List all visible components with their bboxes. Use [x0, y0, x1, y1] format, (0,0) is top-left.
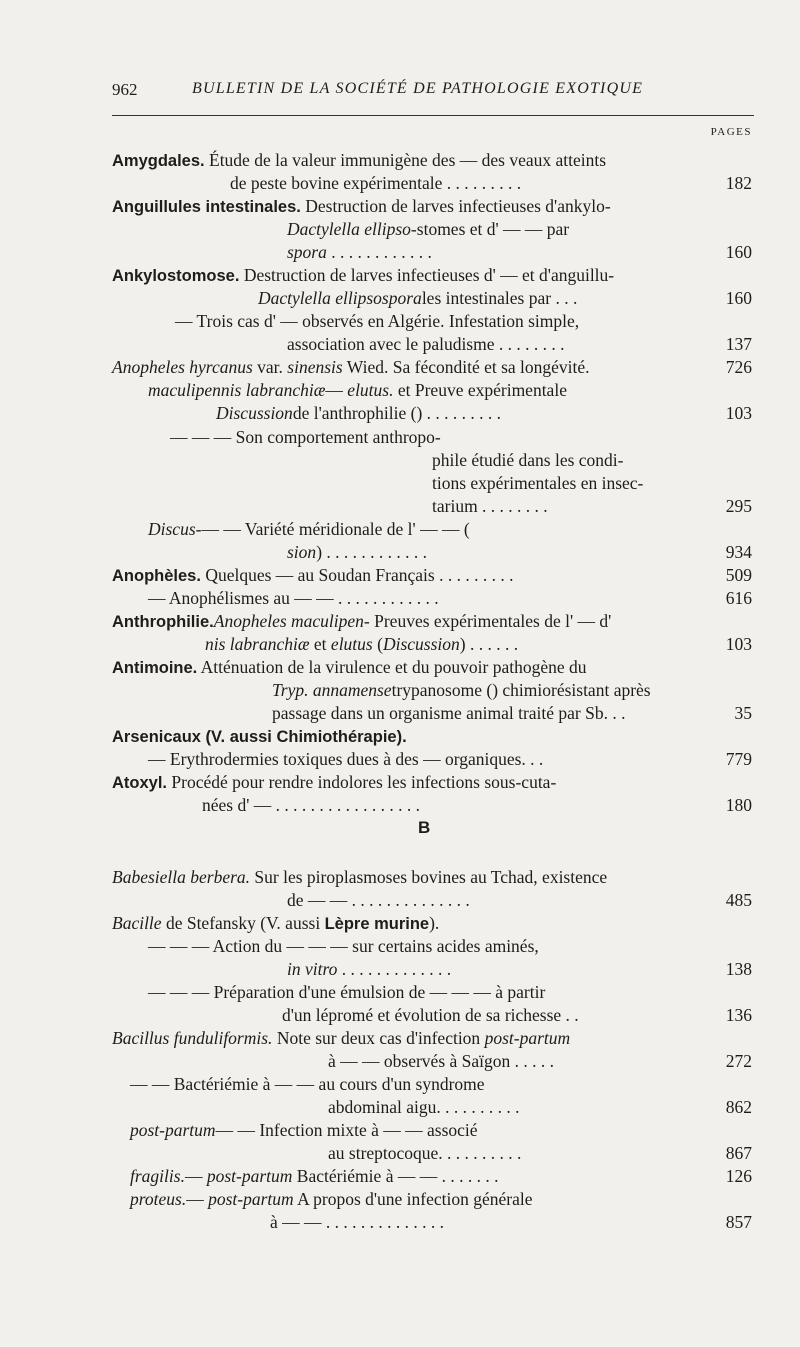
page-reference: 126: [725, 1166, 752, 1186]
page-reference: 867: [725, 1143, 752, 1163]
page-reference: 137: [725, 334, 752, 354]
index-line-text: [328, 1050, 554, 1072]
page-reference: 160: [725, 242, 752, 262]
entry-text: abdominal aigu. . . . . . . . . .: [328, 1097, 520, 1117]
index-line: [0, 518, 800, 540]
italic-term: fragilis.: [130, 1166, 185, 1186]
index-line-text: [205, 633, 518, 655]
index-line-text: [282, 1004, 579, 1026]
index-line: [0, 702, 800, 724]
index-line-text: [230, 172, 521, 194]
page-reference: 485: [725, 890, 752, 910]
index-line: [0, 472, 800, 494]
index-line: [0, 633, 800, 655]
entry-text: — — — Préparation d'une émulsion de — — — à partir: [148, 982, 546, 1002]
entry-text: — Trois cas d' — observés en Algérie. Infestation simple,: [175, 311, 580, 331]
index-line: [0, 1027, 800, 1049]
italic-term: Anopheles maculipen-: [213, 611, 370, 631]
italic-term: post-partum: [484, 1028, 571, 1048]
index-line-text: [148, 981, 545, 1003]
page-reference: 35: [734, 703, 752, 723]
index-line-text: [287, 218, 569, 240]
index-line-text: [170, 426, 441, 448]
index-line: [0, 1119, 800, 1141]
index-line: [0, 656, 800, 678]
header-rule: [112, 115, 754, 116]
entry-heading: Ankylostomose.: [112, 267, 240, 285]
entry-heading: Lèpre murine: [324, 915, 430, 933]
entry-text: Destruction de larves infectieuses d'ankylo-: [300, 196, 611, 216]
index-line: [0, 1073, 800, 1095]
index-line-text: [287, 958, 451, 980]
entry-text: stomes et d' — — par: [416, 219, 570, 239]
italic-term: sion: [287, 542, 317, 562]
index-line-text: [112, 610, 611, 633]
entry-heading: Antimoine.: [112, 659, 198, 677]
entry-text: les intestinales par: [421, 288, 556, 308]
entry-text: Destruction de larves infectieuses d' — et d'anguillu-: [239, 265, 615, 285]
page-reference: 180: [725, 795, 752, 815]
entry-heading: Amygdales.: [112, 152, 205, 170]
entry-text: nées d' — . . . . . . . . . . . . . . . . .: [202, 795, 420, 815]
italic-term: Bacille: [112, 913, 162, 933]
italic-term: Discussion: [216, 403, 293, 423]
entry-text: — — Infection mixte: [215, 1120, 372, 1140]
running-header: [0, 80, 800, 104]
index-line: [0, 1188, 800, 1210]
page-reference: 103: [725, 634, 752, 654]
entry-text: Bactériémie: [292, 1166, 386, 1186]
entry-text: — Erythrodermies toxiques dues à des — organiques. . .: [148, 749, 544, 769]
index-line-text: [258, 287, 577, 309]
entry-text: à — — observés à Saïgon . . . . .: [328, 1051, 555, 1071]
index-line: [0, 149, 800, 171]
entry-heading: Anguillules intestinales.: [112, 198, 301, 216]
index-line-text: [130, 1073, 485, 1095]
index-line: [0, 449, 800, 471]
page-reference: 616: [725, 588, 752, 608]
italic-term: Dactylella ellipso-: [287, 219, 417, 239]
index-line-text: [287, 541, 427, 563]
entry-text: ) . . . . . . . . .: [416, 403, 502, 423]
index-line-text: [112, 912, 439, 935]
index-line: [0, 426, 800, 448]
index-line: [0, 495, 800, 517]
entry-text: —: [186, 1189, 209, 1209]
italic-term: maculipennis labranchiæ: [148, 380, 326, 400]
index-line: [0, 679, 800, 701]
index-line-text: [112, 195, 611, 218]
index-line-text: [112, 725, 407, 748]
entry-text: Quelques — au Soudan Français . . . . . . . . .: [200, 565, 514, 585]
entry-text: ).: [429, 913, 440, 933]
index-line-text: [148, 935, 539, 957]
entry-text: —: [325, 380, 348, 400]
entry-text: Preuve expérimentale: [414, 380, 567, 400]
entry-text: ) chimiorésistant après: [492, 680, 651, 700]
index-line: [0, 310, 800, 332]
index-line: [0, 958, 800, 980]
index-line-text: [130, 1165, 498, 1187]
page-reference: 182: [725, 173, 752, 193]
index-line: [0, 195, 800, 217]
index-line: [0, 541, 800, 563]
entry-heading: Anthrophilie.: [112, 613, 214, 631]
section-letter: B: [418, 818, 431, 837]
italic-term: Bacillus funduliformis.: [112, 1028, 273, 1048]
page-reference: 726: [725, 357, 752, 377]
index-line: [0, 794, 800, 816]
page-reference: 934: [725, 542, 752, 562]
italic-term: Discussion: [382, 634, 460, 654]
index-line-text: [272, 679, 651, 701]
italic-term: Dactylella ellipsospora: [258, 288, 422, 308]
entry-text: de — — . . . . . . . . . . . . . .: [287, 890, 470, 910]
index-line: [0, 333, 800, 355]
index-line: [0, 1165, 800, 1187]
index-line-text: [216, 402, 501, 424]
entry-text: tarium . . . . . . . .: [432, 496, 548, 516]
page-reference: 862: [725, 1097, 752, 1117]
index-line-text: [112, 656, 587, 679]
entry-text: — Anophélismes au — — . . . . . . . . . . . .: [148, 588, 439, 608]
entry-text: Note sur deux cas d'infection: [272, 1028, 485, 1048]
index-line: [0, 1004, 800, 1026]
page-reference: 272: [725, 1051, 752, 1071]
page-reference: 295: [725, 496, 752, 516]
index-line-text: [112, 356, 590, 378]
index-line: [0, 1211, 800, 1233]
entry-text: de peste bovine expérimentale . . . . . . . . .: [230, 173, 522, 193]
index-line-text: [175, 310, 579, 332]
italic-term: elutus.: [347, 380, 394, 400]
entry-text: — — — Son comportement anthropo-: [170, 427, 441, 447]
pages-column-label: PAGES: [710, 126, 752, 138]
entry-text: phile étudié dans les condi-: [432, 450, 624, 470]
italic-term: sinensis: [287, 357, 343, 377]
entry-text: Sur les piroplasmoses bovines au Tchad, existence: [250, 867, 608, 887]
entry-text: et: [393, 380, 415, 400]
entry-heading: Atoxyl.: [112, 774, 168, 792]
italic-term: elutus: [330, 634, 373, 654]
entry-text: . . .: [555, 288, 578, 308]
index-line-text: [112, 771, 556, 794]
entry-text: au streptocoque. . . . . . . . . .: [328, 1143, 522, 1163]
entry-text: à — — associé: [371, 1120, 478, 1140]
entry-text: de l'anthrophilie (: [292, 403, 417, 423]
index-line-text: [272, 702, 625, 724]
italic-term: in vitro: [287, 959, 338, 979]
entry-heading: Arsenicaux (V. aussi Chimiothérapie).: [112, 728, 407, 746]
entry-text: Étude de la valeur immunigène des — des veaux atteints: [204, 150, 607, 170]
entry-text: Preuves expérimentales de l' — d': [369, 611, 612, 631]
index-line-text: [432, 472, 643, 494]
italic-term: Discus-: [148, 519, 202, 539]
index-line: [0, 379, 800, 401]
index-line-text: [202, 794, 420, 816]
entry-text: de Stefansky (V. aussi: [161, 913, 325, 933]
index-line-text: [148, 587, 439, 609]
index-line: [0, 1050, 800, 1072]
index-line-text: [112, 1027, 570, 1049]
entry-text: ) . . . . . . . . . . . .: [316, 542, 428, 562]
page-reference: 857: [725, 1212, 752, 1232]
entry-text: d'un lépromé et évolution de sa richesse . .: [282, 1005, 579, 1025]
index-line: [0, 241, 800, 263]
page-reference: 779: [725, 749, 752, 769]
index-line-text: [130, 1188, 533, 1210]
entry-text: passage dans un organisme animal traité par Sb. . .: [272, 703, 626, 723]
entry-text: ) . . . . . .: [459, 634, 519, 654]
index-line-text: [112, 866, 607, 888]
index-line: [0, 889, 800, 911]
index-line-text: [287, 889, 470, 911]
entry-text: (: [372, 634, 383, 654]
index-line: [0, 912, 800, 934]
entry-text: à — — . . . . . . .: [385, 1166, 499, 1186]
index-line: [0, 610, 800, 632]
entry-text: — — Variété méridionale de l' — — (: [201, 519, 470, 539]
index-line-text: [130, 1119, 478, 1141]
index-line: [0, 1096, 800, 1118]
entry-text: Procédé pour rendre indolores les infections sous-cuta-: [167, 772, 557, 792]
index-line: [0, 564, 800, 586]
index-line-text: [148, 518, 470, 540]
entry-text: et: [309, 634, 331, 654]
italic-term: post-partum: [130, 1120, 216, 1140]
italic-term: proteus.: [130, 1189, 187, 1209]
index-line-text: [148, 748, 543, 770]
index-line: [0, 587, 800, 609]
index-line: [0, 935, 800, 957]
entry-text: —: [184, 1166, 207, 1186]
index-line: [0, 866, 800, 888]
index-line: [0, 1142, 800, 1164]
entry-text: . . . . . . . . . . . . .: [337, 959, 452, 979]
entry-text: trypanosome (: [391, 680, 493, 700]
italic-term: post-partum: [206, 1166, 293, 1186]
index-line-text: [112, 264, 614, 287]
entry-text: à — — . . . . . . . . . . . . . .: [270, 1212, 445, 1232]
entry-text: A propos d'une infection générale: [293, 1189, 533, 1209]
index-line-text: [328, 1142, 521, 1164]
page-number: 962: [112, 80, 138, 99]
entry-heading: Anophèles.: [112, 567, 201, 585]
index-line-text: [328, 1096, 520, 1118]
italic-term: nis labranchiæ: [205, 634, 310, 654]
index-line-text: [270, 1211, 444, 1233]
index-line-text: [287, 241, 432, 263]
page-reference: 509: [725, 565, 752, 585]
index-line: [0, 356, 800, 378]
entry-text: . . . . . . . . . . . .: [326, 242, 432, 262]
entry-text: tions expérimentales en insec-: [432, 473, 644, 493]
italic-term: spora: [287, 242, 327, 262]
page-reference: 103: [725, 403, 752, 423]
index-line: [0, 725, 800, 747]
index-line-text: [287, 333, 565, 355]
entry-text: association avec le paludisme . . . . . . . .: [287, 334, 565, 354]
index-line-text: [432, 495, 548, 517]
italic-term: Babesiella berbera.: [112, 867, 251, 887]
index-line-text: [432, 449, 623, 471]
entry-text: — — — Action du — — — sur certains acides aminés,: [148, 936, 539, 956]
italic-term: Anopheles hyrcanus: [112, 357, 253, 377]
index-line: [0, 172, 800, 194]
entry-text: var.: [252, 357, 288, 377]
italic-term: Tryp. annamense: [272, 680, 392, 700]
index-line: [0, 218, 800, 240]
running-title: BULLETIN DE LA SOCIÉTÉ DE PATHOLOGIE EXOTIQUE: [192, 80, 644, 97]
entry-text: — — Bactériémie à — — au cours d'un syndrome: [130, 1074, 485, 1094]
index-line: [0, 287, 800, 309]
entry-text: Wied. Sa fécondité et sa longévité.: [342, 357, 590, 377]
page-reference: 138: [725, 959, 752, 979]
page-reference: 136: [725, 1005, 752, 1025]
index-line-text: [112, 149, 606, 172]
index-line-text: [148, 379, 567, 401]
index-line-text: [112, 564, 513, 587]
entry-text: Atténuation de la virulence et du pouvoir pathogène du: [197, 657, 587, 677]
index-line: [0, 771, 800, 793]
index-line: [0, 264, 800, 286]
index-line: [0, 981, 800, 1003]
index-line: [0, 748, 800, 770]
index-line: [0, 402, 800, 424]
page-reference: 160: [725, 288, 752, 308]
italic-term: post-partum: [208, 1189, 294, 1209]
